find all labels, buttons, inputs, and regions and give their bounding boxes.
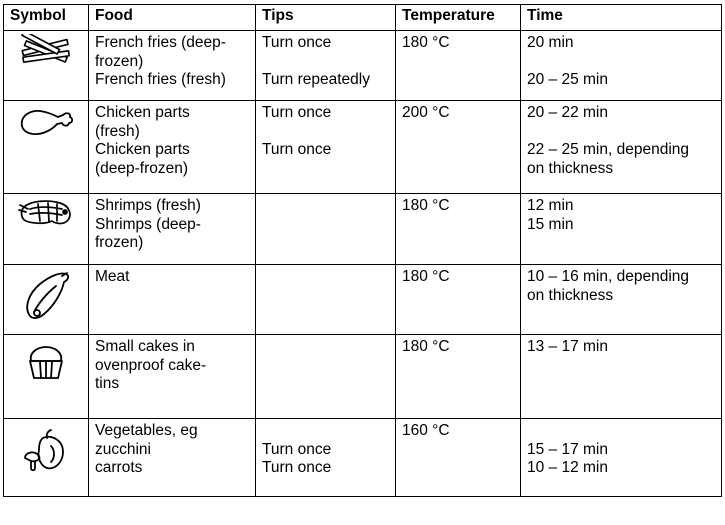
vegetables-icon (21, 428, 71, 478)
temperature-cell: 180 °C (396, 265, 521, 335)
food-line: French fries (fresh) (95, 71, 226, 88)
temperature-cell: 180 °C (396, 31, 521, 101)
symbol-cell (4, 335, 89, 419)
time-line: 20 min (527, 34, 574, 51)
food-line: Shrimps (fresh) (95, 197, 201, 214)
header-temperature: Temperature (396, 5, 521, 31)
food-line: Meat (95, 268, 130, 285)
time-cell (521, 31, 722, 101)
table-row (4, 101, 722, 194)
symbol-cell (4, 101, 89, 194)
food-cell (89, 194, 256, 265)
cooking-table (3, 4, 722, 497)
food-cell (89, 101, 256, 194)
time-line: 15 min (527, 215, 574, 233)
table-row (4, 419, 722, 497)
header-row (4, 5, 722, 31)
header-symbol: Symbol (4, 5, 89, 31)
food-line: Shrimps (deep- frozen) (95, 215, 201, 251)
tip-line: Turn once (262, 440, 332, 458)
french-fries-icon (18, 34, 74, 68)
tips-cell (256, 31, 396, 101)
shrimp-icon (16, 197, 76, 229)
symbol-cell (4, 194, 89, 265)
food-line: Small cakes in ovenproof cake- tins (95, 338, 207, 392)
food-cell (89, 335, 256, 419)
food-line: French fries (deep- frozen) (95, 34, 226, 70)
tip-line: Turn once (262, 34, 332, 51)
food-line: Vegetables, eg zucchini (95, 422, 198, 458)
time-line: 15 – 17 min (527, 440, 608, 458)
table-row (4, 265, 722, 335)
meat-icon (20, 268, 72, 324)
food-cell (89, 265, 256, 335)
time-cell (521, 194, 722, 265)
tips-cell (256, 265, 396, 335)
food-line: Chicken parts (fresh) (95, 104, 190, 140)
food-line: carrots (95, 459, 143, 476)
tip-line: Turn once (262, 104, 332, 121)
header-food: Food (89, 5, 256, 31)
symbol-cell (4, 265, 89, 335)
table-row (4, 31, 722, 101)
time-line: 13 – 17 min (527, 338, 608, 355)
food-cell (89, 419, 256, 497)
temperature-cell: 200 °C (396, 101, 521, 194)
time-line: 20 – 25 min (527, 71, 608, 88)
time-cell (521, 335, 722, 419)
symbol-cell (4, 419, 89, 497)
cupcake-icon (26, 344, 66, 382)
tips-cell (256, 419, 396, 497)
tips-cell (256, 101, 396, 194)
header-time: Time (521, 5, 722, 31)
food-line: Chicken parts (deep-frozen) (95, 141, 190, 177)
time-line: 10 – 12 min (527, 459, 608, 476)
tip-line: Turn once (262, 141, 332, 158)
time-line: 10 – 16 min, depending on thickness (527, 268, 690, 304)
time-cell (521, 419, 722, 497)
time-cell (521, 101, 722, 194)
tips-cell (256, 335, 396, 419)
food-cell (89, 31, 256, 101)
time-line: 12 min (527, 197, 574, 214)
tips-cell (256, 194, 396, 265)
symbol-cell (4, 31, 89, 101)
temperature-cell: 180 °C (396, 335, 521, 419)
table-row (4, 194, 722, 265)
tip-line: Turn repeatedly (262, 71, 370, 88)
temperature-cell: 160 °C (396, 419, 521, 497)
time-line: 20 – 22 min (527, 104, 608, 121)
table-row (4, 335, 722, 419)
temperature-cell: 180 °C (396, 194, 521, 265)
chicken-leg-icon (16, 104, 76, 138)
header-tips: Tips (256, 5, 396, 31)
tip-line: Turn once (262, 459, 332, 476)
time-cell (521, 265, 722, 335)
time-line: 22 – 25 min, depending on thickness (527, 141, 690, 177)
